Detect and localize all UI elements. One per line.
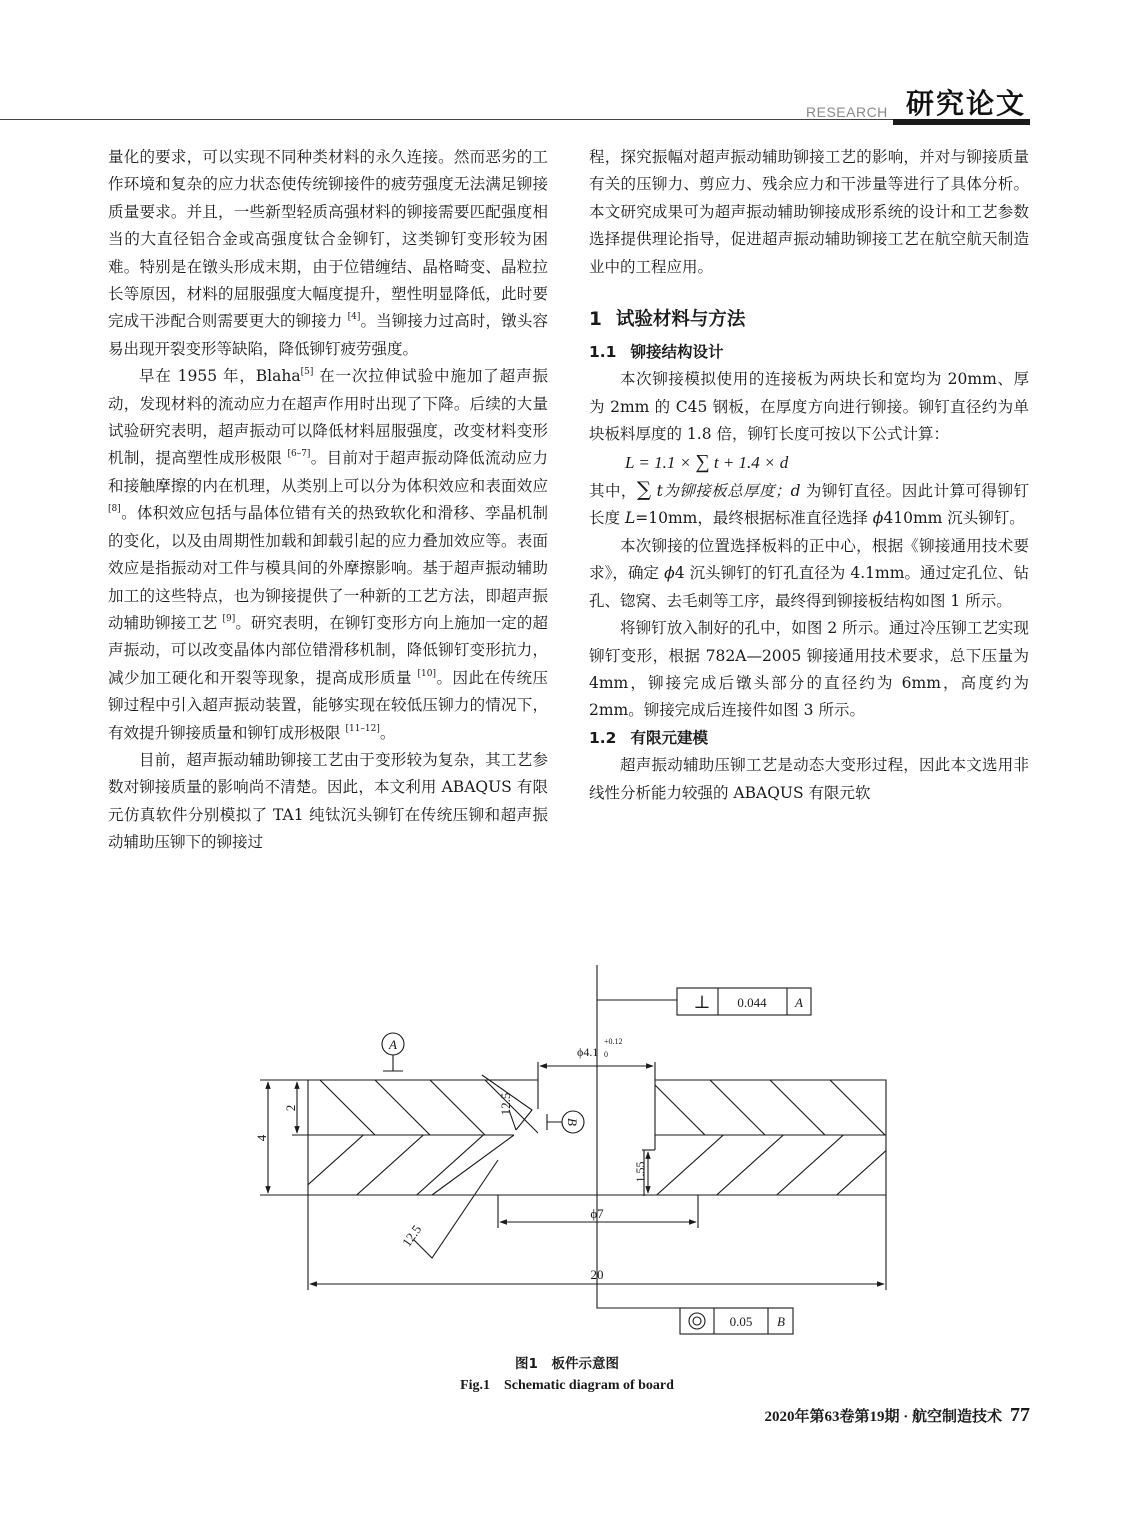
- subsection-heading: 1.2 有限元建模: [589, 728, 708, 747]
- hole-wall: [432, 1080, 655, 1195]
- citation: [6–7]: [287, 449, 311, 460]
- paragraph: 其中，∑ t为铆接板总厚度；d 为铆钉直径。因此计算可得铆钉长度 L=10mm，最终根据标准直径选择 ϕ410mm 沉头铆钉。: [589, 477, 1029, 528]
- concentricity-datum: B: [777, 1314, 785, 1329]
- hatch-bottom-right: [640, 1120, 900, 1210]
- dim-width-20: 20: [590, 1267, 604, 1282]
- figure-caption-cn: 图1 板件示意图: [515, 1356, 619, 1372]
- citation: [9]: [222, 613, 236, 624]
- figure-caption-en: Fig.1 Schematic diagram of board: [460, 1378, 674, 1393]
- concentricity-tolerance: 0.05: [729, 1314, 753, 1329]
- page-footer: [730, 1404, 1030, 1427]
- citation: [11–12]: [345, 723, 380, 734]
- left-column: [108, 144, 548, 857]
- perpendicularity-datum: A: [795, 995, 803, 1010]
- section-heading: 1 试验材料与方法: [589, 309, 746, 331]
- paragraph: 超声振动辅助压铆工艺是动态大变形过程，因此本文选用非线性分析能力较强的 ABAQUS 有限元软: [589, 756, 1029, 802]
- paragraph: 目前，超声振动辅助铆接工艺由于变形较为复杂，其工艺参数对铆接质量的影响尚不清楚。因此，本文利用 ABAQUS 有限元仿真软件分别模拟了 TA1 纯钛沉头铆钉在传统压铆和超声振动辅助压铆下的铆接过: [108, 750, 548, 852]
- citation: [4]: [347, 312, 361, 323]
- journal-info: 2020年第63卷第19期 · 航空制造技术: [764, 1409, 1002, 1425]
- paragraph: 将铆钉放入制好的孔中，如图 2 所示。通过冷压铆工艺实现铆钉变形，根据 782A—2005 铆接通用技术要求，总下压量为 4mm，铆接完成后镦头部分的直径约为 6mm，高度约为 2mm。铆接完成后连接件如图 3 所示。: [589, 619, 1029, 720]
- hatch-top-right: [630, 1060, 900, 1150]
- citation: [8]: [108, 504, 121, 515]
- subsection-heading: 1.1 铆接结构设计: [589, 343, 724, 362]
- figure-board-schematic: [250, 960, 900, 1350]
- roughness-bottom: 12.5: [398, 1222, 425, 1250]
- page-number: 77: [1010, 1404, 1030, 1426]
- hatch-bottom-left: [280, 1120, 560, 1210]
- datum-a-label: A: [389, 1037, 397, 1052]
- paragraph: 程，探究振幅对超声振动辅助铆接工艺的影响，并对与铆接质量有关的压铆力、剪应力、残余应力和干涉量等进行了具体分析。本文研究成果可为超声振动辅助铆接成形系统的设计和工艺参数选择提供理论指导，促进超声振动辅助铆接工艺在航空航天制造业中的工程应用。: [589, 148, 1029, 276]
- header-research-label: RESEARCH: [806, 104, 888, 120]
- paragraph: 本次铆接模拟使用的连接板为两块长和宽均为 20mm、厚为 2mm 的 C45 钢板，在厚度方向进行铆接。铆钉直径约为单块板料厚度的 1.8 倍，铆钉长度可按以下公式计算：: [589, 370, 1029, 444]
- roughness-top: 12.5: [498, 1092, 513, 1116]
- right-column: [589, 144, 1029, 807]
- paragraph: 本次铆接的位置选择板料的正中心，根据《铆接通用技术要求》，确定 ϕ4 沉头铆钉的钉孔直径为 4.1mm。通过定孔位、钻孔、锪窝、去毛刺等工序，最终得到铆接板结构如图 1 所示。: [589, 536, 1029, 610]
- dim-thickness-2: 2: [283, 1104, 298, 1112]
- citation: [10]: [417, 668, 436, 679]
- dim-countersink-depth: 1.55: [633, 1161, 647, 1183]
- dim-countersink-diameter: ϕ7: [590, 1206, 604, 1221]
- citation: [5]: [300, 367, 314, 378]
- perpendicularity-symbol: ⊥: [693, 992, 711, 1012]
- hole-tolerance-lower: 0: [604, 1050, 608, 1059]
- paragraph: 量化的要求，可以实现不同种类材料的永久连接。然而恶劣的工作环境和复杂的应力状态使传统铆接件的疲劳强度无法满足铆接质量要求。并且，一些新型轻质高强材料的铆接需要匹配强度相当的大直径铝合金或高强度钛合金铆钉，这类铆钉变形较为困难。特别是在镦头形成末期，由于位错缠结、晶格畸变、晶粒拉长等原因，材料的屈服强度大幅度提升，塑性明显降低，此时要完成干涉配合则需要更大的铆接力 [4]。当铆接力过高时，镦头容易出现开裂变形等缺陷，降低铆钉疲劳强度。: [108, 148, 548, 358]
- datum-b-label: B: [565, 1118, 580, 1126]
- header-section-title: 研究论文: [906, 87, 1027, 120]
- hatch-top-left: [300, 1060, 555, 1150]
- dim-total-4: 4: [254, 1134, 269, 1142]
- hole-diameter-label: ϕ4.1: [577, 1045, 599, 1059]
- hole-tolerance-upper: +0.12: [604, 1037, 623, 1046]
- perpendicularity-tolerance: 0.044: [737, 995, 767, 1010]
- paragraph: 早在 1955 年，Blaha[5] 在一次拉伸试验中施加了超声振动，发现材料的流动应力在超声作用时出现了下降。后续的大量试验研究表明，超声振动可以降低材料屈服强度，改变材料变形机制，提高塑性成形极限 [6–7]。目前对于超声振动降低流动应力和接触摩擦的内在机理，从类别上可以分为体积效应和表面效应 [8]。体积效应包括与晶体位错有关的热致软化和滑移、孪晶机制的变化，以及由周期性加载和卸载引起的应力叠加效应等。表面效应是指振动对工件与模具间的外摩擦影响。基于超声振动辅助加工的这些特点，也为铆接提供了一种新的工艺方法，即超声振动辅助铆接工艺 [9]。研究表明，在铆钉变形方向上施加一定的超声振动，可以改变晶体内部位错滑移机制，降低铆钉变形抗力，减少加工硬化和开裂等现象，提高成形质量 [10]。因此在传统压铆过程中引入超声振动装置，能够实现在较低压铆力的情况下，有效提升铆接质量和铆钉成形极限 [11–12]。: [108, 367, 548, 742]
- formula: L = 1.1 × ∑ t + 1.4 × d: [625, 450, 789, 473]
